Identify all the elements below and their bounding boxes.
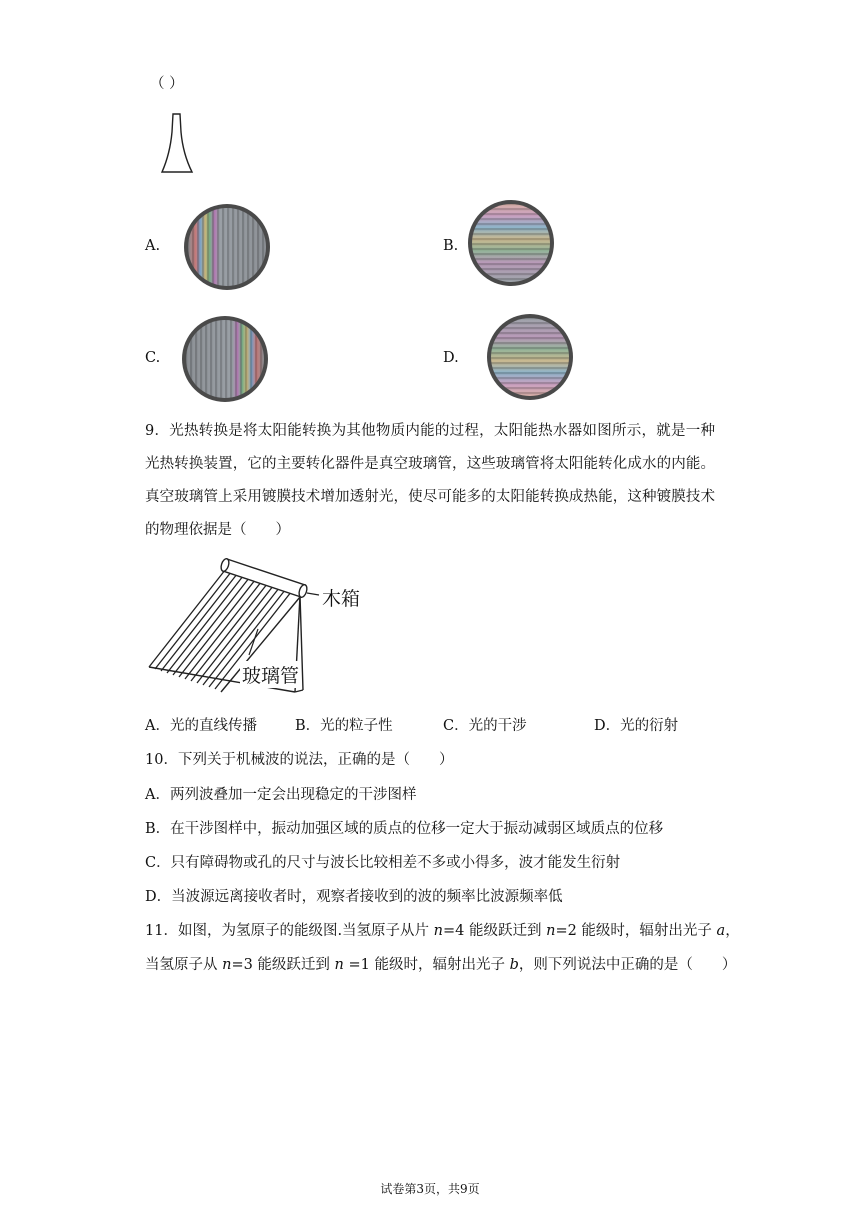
page-footer: 试卷第3页，共9页 xyxy=(380,1182,480,1196)
q9-option-d[interactable]: D．光的衍射 xyxy=(594,718,679,734)
q10-option-d[interactable]: D．当波源远离接收者时，观察者接收到的波的频率比波源频率低 xyxy=(145,889,563,905)
option-d-fringe-image[interactable] xyxy=(485,312,575,402)
option-a-fringe-image[interactable] xyxy=(182,202,272,292)
option-c-label[interactable]: C. xyxy=(145,350,161,366)
q9-option-c[interactable]: C．光的干涉 xyxy=(443,718,527,734)
option-b-fringe-image[interactable] xyxy=(466,198,556,288)
q10-option-a[interactable]: A．两列波叠加一定会出现稳定的干涉图样 xyxy=(145,787,417,803)
question-9-text: 9．光热转换是将太阳能转换为其他物质内能的过程，太阳能热水器如图所示，就是一种光热转换装置，它的主要转化器件是真空玻璃管，这些玻璃管将太阳能转化成水的内能。真空玻璃管上采用镀膜技术增加透射光，使尽可能多的太阳能转换成热能，这种镀膜技术的物理依据是（ ） xyxy=(145,423,715,538)
question-11-line-2: 当氢原子从 n=3 能级跃迁到 n =1 能级时，辐射出光子 b，则下列说法中正确的是（ ） xyxy=(145,957,737,973)
q10-option-c[interactable]: C．只有障碍物或孔的尺寸与波长比较相差不多或小得多，波才能发生衍射 xyxy=(145,855,621,871)
wedge-film-figure xyxy=(160,112,196,174)
option-b-label[interactable]: B. xyxy=(443,238,459,254)
q10-option-b[interactable]: B．在干涉图样中，振动加强区域的质点的位移一定大于振动减弱区域质点的位移 xyxy=(145,821,664,837)
question-11-line-1: 11．如图，为氢原子的能级图.当氢原子从片 n=4 能级跃迁到 n=2 能级时，辐射出光子 a， xyxy=(145,923,740,939)
q9-option-b[interactable]: B．光的粒子性 xyxy=(295,718,393,734)
question-10-text: 10．下列关于机械波的说法，正确的是（ ） xyxy=(145,752,454,768)
option-a-label[interactable]: A. xyxy=(145,238,161,254)
q9-option-a[interactable]: A．光的直线传播 xyxy=(145,718,257,734)
glass-tube-label: 玻璃管 xyxy=(240,661,301,688)
wooden-box-label: 木箱 xyxy=(322,588,361,610)
option-d-label[interactable]: D. xyxy=(443,350,459,366)
question-bracket: （ ） xyxy=(150,76,184,92)
option-c-fringe-image[interactable] xyxy=(180,314,270,404)
